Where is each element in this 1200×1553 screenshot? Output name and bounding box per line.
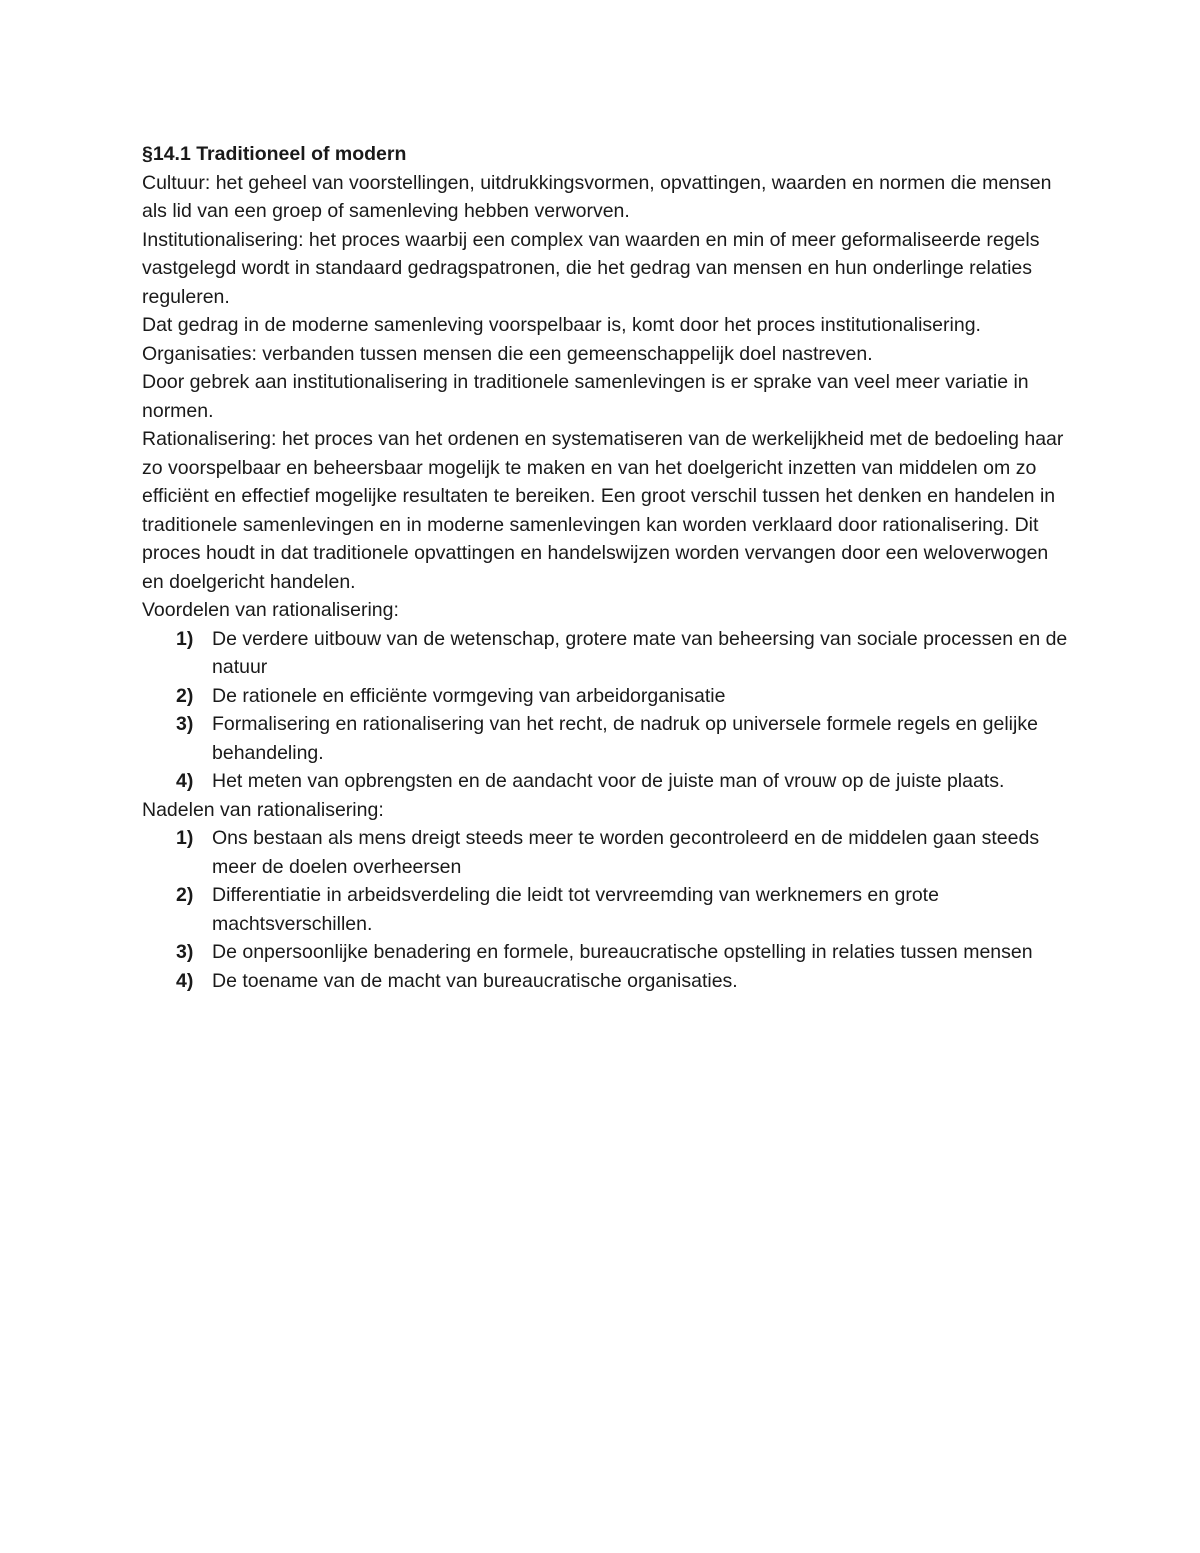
paragraph-variatie: Door gebrek aan institutionalisering in traditionele samenlevingen is er sprake van veel meer variatie in normen. bbox=[142, 371, 1029, 422]
list-item bbox=[142, 881, 1072, 938]
list-number: 1) bbox=[176, 827, 194, 849]
list-item bbox=[142, 824, 1072, 881]
paragraph-institutionalisering: Institutionalisering: het proces waarbij een complex van waarden en min of meer geformaliseerde regels vastgelegd wordt in standaard gedragspatronen, die het gedrag van mensen en hun onderlinge relaties reguleren. bbox=[142, 228, 1040, 308]
list-number: 4) bbox=[176, 770, 194, 792]
disadvantages-list bbox=[142, 824, 1072, 995]
list-number: 2) bbox=[176, 684, 194, 707]
list-text: De rationele en efficiënte vormgeving van arbeidorganisatie bbox=[212, 684, 726, 707]
list-item bbox=[142, 967, 1072, 996]
list-item bbox=[142, 767, 1072, 796]
list-text: Formalisering en rationalisering van het recht, de nadruk op universele formele regels en gelijke behandeling. bbox=[212, 713, 1038, 764]
paragraph-gedrag: Dat gedrag in de moderne samenleving voorspelbaar is, komt door het proces institutionalisering. bbox=[142, 314, 981, 336]
disadvantages-title: Nadelen van rationalisering: bbox=[142, 798, 384, 821]
list-number: 3) bbox=[176, 713, 194, 735]
advantages-title: Voordelen van rationalisering: bbox=[142, 599, 399, 621]
paragraph-cultuur: Cultuur: het geheel van voorstellingen, uitdrukkingsvormen, opvattingen, waarden en normen die mensen als lid van een groep of samenleving hebben verworven. bbox=[142, 171, 1052, 222]
list-item bbox=[142, 710, 1072, 767]
document-page bbox=[142, 140, 1072, 995]
list-number: 3) bbox=[176, 941, 194, 963]
list-text: De toename van de macht van bureaucratische organisaties. bbox=[212, 969, 738, 992]
list-number: 1) bbox=[176, 627, 194, 650]
list-text: Ons bestaan als mens dreigt steeds meer te worden gecontroleerd en de middelen gaan steeds meer de doelen overheersen bbox=[212, 827, 1040, 878]
list-item bbox=[142, 625, 1072, 682]
paragraph-organisaties: Organisaties: verbanden tussen mensen die een gemeenschappelijk doel nastreven. bbox=[142, 342, 873, 365]
section-heading: §14.1 Traditioneel of modern bbox=[142, 143, 407, 165]
list-text: De verdere uitbouw van de wetenschap, grotere mate van beheersing van sociale processen en de natuur bbox=[212, 627, 1068, 678]
list-item bbox=[142, 938, 1072, 967]
list-number: 4) bbox=[176, 969, 194, 992]
paragraph-rationalisering: Rationalisering: het proces van het ordenen en systematiseren van de werkelijkheid met de bedoeling haar zo voorspelbaar en beheersbaar mogelijk te maken en van het doelgericht inzetten van middelen om zo efficiënt en effectief mogelijke resultaten te bereiken. Een groot verschil tussen het denken en handelen in traditionele samenlevingen en in moderne samenlevingen kan worden verklaard door rationalisering. Dit proces houdt in dat traditionele opvattingen en handelswijzen worden vervangen door een weloverwogen en doelgericht handelen. bbox=[142, 428, 1064, 593]
advantages-list bbox=[142, 625, 1072, 796]
list-text: Differentiatie in arbeidsverdeling die leidt tot vervreemding van werknemers en grote machtsverschillen. bbox=[212, 884, 939, 935]
list-number: 2) bbox=[176, 884, 194, 906]
list-item bbox=[142, 682, 1072, 711]
list-text: De onpersoonlijke benadering en formele, bureaucratische opstelling in relaties tussen mensen bbox=[212, 941, 1033, 963]
list-text: Het meten van opbrengsten en de aandacht voor de juiste man of vrouw op de juiste plaats. bbox=[212, 770, 1005, 792]
